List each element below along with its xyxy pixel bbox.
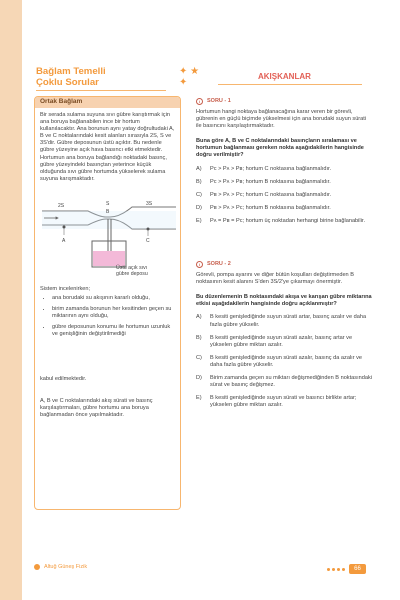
brand-logo-icon [34, 564, 40, 570]
context-closing: A, B ve C noktalarındaki akış sürati ve basınç karşılaştırmaları, gübre hortumu ana boruya bağlanmadan önce yapılmaktadır. [40, 398, 153, 419]
label-a: A [62, 238, 66, 244]
question-2-prompt: Bu düzenlemenin B noktasındaki akışa ve karışan gübre miktarına etkisi aşağıdakilerin hangisinde doğru açıklanmıştır? [196, 294, 372, 308]
footer-brand [34, 564, 87, 570]
option-letter: C) [196, 354, 202, 361]
option-text: Pʙ > Pᴀ > Pᴄ; hortum B noktasına bağlanmalıdır. [210, 204, 331, 211]
pipe-diagram [38, 197, 178, 279]
option-text: Pʙ > Pᴀ > Pᴄ; hortum C noktasına bağlanmalıdır. [210, 191, 332, 198]
option-text: B kesiti genişlediğinde suyun sürati ve basıncı birlikte artar; yükselen gübre miktarı azalır. [210, 395, 357, 409]
question-1-prompt: Buna göre A, B ve C noktalarındaki basınçların sıralaması ve hortumun bağlanması gereken nokta aşağıdakilerin hangisinde doğru verilmiştir? [196, 138, 364, 159]
option-letter: A) [196, 314, 202, 321]
option-text: B kesiti genişlediğinde suyun sürati azalır, basınç artar ve yükselen gübre miktarı azalır. [210, 334, 353, 348]
header-left-title-1: Bağlam Temelli [36, 66, 106, 77]
assumption-item: • birim zamanda borunun her kesitinden geçen su miktarının aynı olduğu, [52, 306, 175, 320]
option-text: Pᴄ > Pᴀ > Pʙ; hortum B noktasına bağlanmalıdır. [210, 178, 331, 185]
side-stripe [0, 0, 22, 600]
question-2-label: SORU - 2 [207, 261, 231, 268]
dots-icon [327, 568, 345, 571]
tank-caption: Üstü açık sıvı gübre deposu [116, 265, 148, 278]
header-right-underline [218, 84, 362, 85]
question-2-option-c[interactable] [196, 355, 372, 369]
question-2-option-a[interactable] [196, 314, 372, 328]
brand-name: Altuğ Güneş Fizik [44, 564, 88, 570]
label-c: C [146, 238, 150, 244]
question-2-option-e[interactable] [196, 395, 372, 409]
option-letter: A) [196, 165, 202, 172]
option-letter: B) [196, 334, 202, 341]
assumption-item: • gübre deposunun konumu ile hortumun uzunluk ve genişliğinin değiştirilmediği [52, 324, 175, 338]
label-3s: 3S [146, 201, 153, 207]
header-left-underline [36, 90, 166, 91]
context-card-header [35, 97, 180, 108]
assumption-end: kabul edilmektedir. [40, 376, 87, 382]
question-2-title [196, 261, 372, 268]
option-text: B kesiti genişlediğinde suyun sürati azalır, basınç da azalır ve daha fazla gübre yükselir. [210, 354, 363, 368]
question-2-body: Görevli, pompa ayarını ve diğer bütün koşulları değiştirmeden B noktasının kesit alanını S'den 3S/2'ye çıkarmayı önermiştir. [196, 272, 354, 286]
option-text: Pᴄ > Pᴀ > Pʙ; hortum C noktasına bağlanmalıdır. [210, 165, 332, 172]
question-1-label: SORU - 1 [207, 98, 231, 104]
option-letter: E) [196, 395, 202, 402]
questions-column [196, 98, 372, 409]
question-2-option-b[interactable] [196, 335, 372, 349]
context-intro: Bir serada sulama suyuna sıvı gübre karıştırmak için ana boruya bağlanabilen ince bir hortum kullanılacaktır. Ana borunun aynı yatay doğrultudaki A, B ve C noktalarındaki kesit alanları sırasıyla 2S, S ve 3S'dir. Gübre deposunun üstü açıktır. Bu nedenle gübre yüzeyine açık hava basıncı etki etmektedir. Hortumun ana boruya bağlandığı noktadaki basınç, gübre yüzeyindeki basınçtan yeterince küçük olduğunda sıvı gübre hortumda yükselerek sulama suyuna karışmaktadır. [40, 112, 175, 182]
option-letter: C) [196, 191, 202, 198]
header-left-title-2: Çoklu Sorular [36, 77, 99, 88]
assumption-list [40, 295, 175, 342]
question-1-option-a[interactable] [196, 166, 372, 173]
question-2-option-d[interactable] [196, 375, 372, 389]
info-icon: i [196, 98, 203, 105]
question-1-option-e[interactable] [196, 218, 372, 225]
question-1-title [196, 98, 372, 105]
footer-page [327, 564, 366, 574]
assumption-item: • ana borudaki su akışının kararlı olduğu, [52, 295, 175, 302]
question-1-body: Hortumun hangi noktaya bağlanacağına karar veren bir görevli, gübrenin en güçlü biçimde yükselmesi için ana borudaki suyun sürati ile basıncını karşılaştırmaktadır. [196, 109, 367, 130]
question-1-option-d[interactable] [196, 205, 372, 212]
question-1-option-b[interactable] [196, 179, 372, 186]
question-1-option-c[interactable] [196, 192, 372, 199]
label-b: B [106, 209, 110, 215]
context-card-title: Ortak Bağlam [40, 98, 83, 105]
assumption-intro: Sistem incelenirken; [40, 286, 91, 292]
option-letter: E) [196, 217, 202, 224]
fertilizer-liquid [93, 251, 125, 266]
header-left [36, 66, 156, 88]
stars-icon: ✦ ★ ✦ [179, 66, 200, 88]
option-text: Birim zamanda geçen su miktarı değişmediğinden B noktasındaki sürat ve basınç değişmez. [210, 374, 372, 389]
label-2s: 2S [58, 203, 65, 209]
option-text: Pᴀ = Pʙ = Pᴄ; hortum üç noktadan herhangi birine bağlanabilir. [210, 217, 366, 224]
label-s: S [106, 201, 110, 207]
option-letter: D) [196, 374, 202, 381]
option-text: B kesiti genişlediğinde suyun sürati artar, basınç azalır ve daha fazla gübre yükselir. [210, 314, 367, 328]
info-icon: i [196, 261, 203, 268]
header-right-title: AKIŞKANLAR [258, 72, 311, 81]
page-number: 66 [349, 564, 366, 574]
option-letter: D) [196, 204, 202, 211]
option-letter: B) [196, 178, 202, 185]
